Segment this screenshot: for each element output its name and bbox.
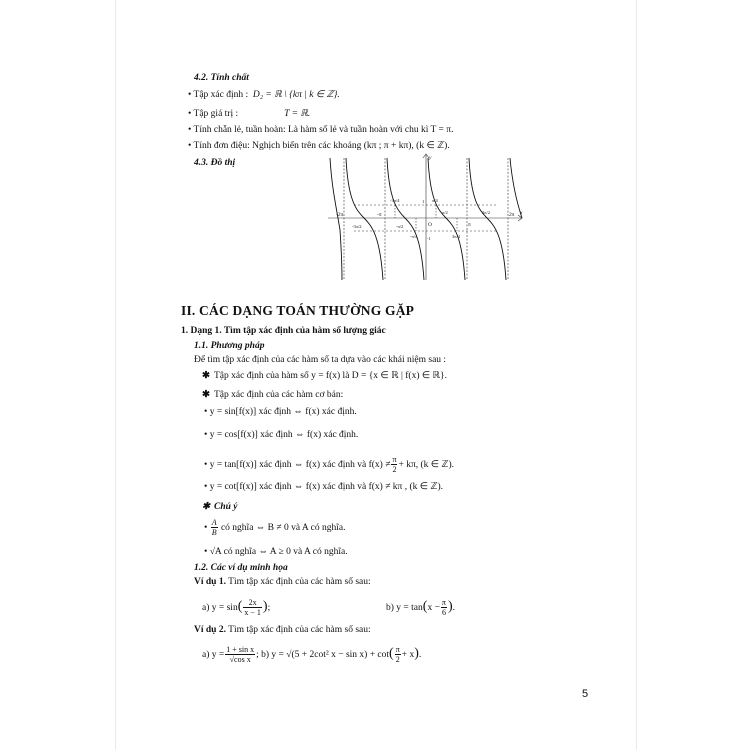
frac-num: π: [395, 645, 400, 655]
example-2-prompt: [194, 624, 371, 636]
bullet-cos: • y = cos[f(x)] xác định ⇔ f(x) xác định.: [204, 430, 359, 440]
subsection-heading-4-3: 4.3. Đồ thị: [194, 158, 236, 168]
frac-num: 2x: [243, 598, 262, 608]
monotonic-text: Tính đơn điệu: Nghịch biến trên các khoảng (kπ ; π + kπ), (k ∈ ℤ).: [193, 141, 450, 151]
domain-value: D₂ = ℝ \ {kπ | k ∈ ℤ}.: [252, 90, 340, 100]
section-heading: II. CÁC DẠNG TOÁN THƯỜNG GẶP: [181, 303, 415, 318]
frac-num: π: [392, 455, 397, 465]
x-axis-label: x: [520, 210, 523, 216]
ex2b-text: ; b) y = √(5 + 2cot² x − sin x) + cot: [256, 650, 390, 660]
frac-den: x − 1: [244, 608, 261, 618]
parity-text: Tính chẵn lẻ, tuần hoàn: Là hàm số lẻ và tuần hoàn với chu kì T = π.: [193, 125, 454, 135]
tick-2pi: 2π: [509, 212, 515, 218]
star-icon: ✱: [202, 390, 210, 400]
tick-one: 1: [422, 199, 425, 204]
example-1b: b) y = tan(x − $\frac{\pi}{6}$ ).: [386, 598, 456, 618]
domain-label: Tập xác định :: [193, 90, 249, 100]
cot-branch-1: [346, 158, 383, 280]
cot-branch-4: [469, 158, 506, 280]
star1-text: Tập xác định của hàm số y = f(x) là D = {x ∈ ℝ | f(x) ∈ ℝ}.: [214, 371, 447, 381]
note-item-2: • √A có nghĩa ⇔ A ≥ 0 và A có nghĩa.: [204, 547, 348, 557]
frac-num: π: [441, 598, 446, 608]
tick-pi2: π/2: [442, 210, 448, 215]
ex1b-post: .: [452, 603, 456, 613]
star-item-2: [202, 389, 343, 401]
note1-text: có nghĩa ⇔ B ≠ 0 và A có nghĩa.: [220, 523, 346, 533]
note2-text: √A có nghĩa ⇔ A ≥ 0 và A có nghĩa.: [209, 547, 348, 557]
tick-pi4: π/4: [432, 198, 438, 203]
bullet-monotonic: • Tính đơn điệu: Nghịch biến trên các khoảng (kπ ; π + kπ), (k ∈ ℤ).: [188, 141, 450, 151]
example-1-prompt: [194, 576, 371, 588]
bullet-domain: • Tập xác định : D₂ = ℝ \ {kπ | k ∈ ℤ}.: [188, 90, 340, 100]
ex1a-post: ;: [267, 603, 271, 613]
example-2: a) y = $\frac{\text{1 + sin x}}{\text{√cos x}}$ ; b) y = √(5 + 2cot² x − sin x) + cot( $\frac{\pi}{2}$ + x).: [202, 645, 422, 665]
tick-neg2pi: -2π: [336, 212, 344, 218]
cot-branch-3: [428, 158, 465, 280]
tick-negone: -1: [427, 236, 431, 241]
frac-den: 6: [441, 608, 446, 618]
fraction: [391, 455, 397, 474]
dang1-heading: 1. Dạng 1. Tìm tập xác định của hàm số lượng giác: [181, 326, 386, 336]
bullet-range: • Tập giá trị : T = ℝ.: [188, 109, 311, 119]
ex1a-pre: a) y = sin: [202, 603, 238, 613]
ex1b-pre: b) y = tan: [386, 603, 423, 613]
tick-negpi2: -π/2: [396, 224, 404, 229]
fraction: [243, 598, 262, 617]
example-1a: a) y = sin( $\frac{2x}{x - 1}$ );: [202, 598, 271, 618]
frac-den: B: [211, 528, 217, 538]
example-2-label: Ví dụ 2.: [194, 625, 226, 635]
note-label: Chú ý: [214, 502, 238, 512]
frac-num: 1 + sin x: [226, 645, 255, 655]
ex2-end: .: [418, 650, 422, 660]
cot-graph: [326, 150, 526, 285]
star-icon: ✱: [202, 502, 210, 512]
page-number: 5: [582, 688, 589, 700]
examples-heading: 1.2. Các ví dụ minh họa: [194, 563, 288, 573]
method-heading: 1.1. Phương pháp: [194, 341, 265, 351]
fraction: [441, 598, 447, 617]
cot-rule: y = cot[f(x)] xác định ⇔ f(x) xác định và f(x) ≠ kπ , (k ∈ ℤ).: [209, 482, 444, 492]
tick-negpi: -π: [377, 212, 382, 218]
tan-rule-a: y = tan[f(x)] xác định ⇔ f(x) xác định và f(x) ≠: [209, 460, 391, 470]
frac-den: √cos x: [229, 655, 251, 665]
example-2-text: Tìm tập xác định của các hàm số sau:: [228, 625, 371, 635]
frac-num: A: [211, 518, 217, 528]
star-icon: ✱: [202, 371, 210, 381]
star2-text: Tập xác định của các hàm cơ bản:: [214, 390, 344, 400]
ex1b-mid: x −: [427, 603, 440, 613]
bullet-cot: • y = cot[f(x)] xác định ⇔ f(x) xác định và f(x) ≠ kπ , (k ∈ ℤ).: [204, 482, 444, 492]
cot-branch-5: [510, 158, 522, 218]
frac-den: 2: [395, 655, 400, 665]
origin-label: O: [428, 222, 432, 228]
subsection-heading-4-2: 4.2. Tính chất: [194, 73, 249, 83]
example-1-label: Ví dụ 1.: [194, 577, 226, 587]
bullet-sin: • y = sin[f(x)] xác định ⇔ f(x) xác định.: [204, 407, 357, 417]
note-item-1: • $\frac{A}{B}$ có nghĩa ⇔ B ≠ 0 và A có nghĩa.: [204, 518, 346, 538]
tick-neg3pi2: -3π/2: [352, 224, 362, 229]
tick-pi: π: [468, 222, 471, 228]
ex2b-post: + x: [401, 650, 415, 660]
tick-3pi4: 3π/4: [452, 234, 461, 239]
bullet-tan: • y = tan[f(x)] xác định ⇔ f(x) xác định và f(x) ≠ $\frac{\pi}{2}$ + kπ, (k ∈ ℤ).: [204, 455, 455, 475]
cot-branch-0: [330, 158, 342, 280]
ex2a-pre: a) y =: [202, 650, 225, 660]
y-axis-label: y: [429, 155, 432, 161]
tick-negpi4: -π/4: [410, 234, 418, 239]
cos-rule: y = cos[f(x)] xác định ⇔ f(x) xác định.: [209, 430, 359, 440]
range-label: Tập giá trị :: [193, 109, 239, 119]
sin-rule: y = sin[f(x)] xác định ⇔ f(x) xác định.: [209, 407, 357, 417]
note-heading: [202, 501, 238, 513]
cot-branch-2: [387, 158, 424, 280]
tick-neg3pi4: -3π/4: [390, 198, 400, 203]
document-page: [115, 0, 637, 750]
range-value: T = ℝ.: [284, 109, 311, 119]
fraction: [225, 645, 255, 664]
fraction: [395, 645, 401, 664]
example-1-text: Tìm tập xác định của các hàm số sau:: [228, 577, 371, 587]
star-item-1: [202, 370, 447, 382]
frac-den: 2: [392, 465, 397, 475]
method-intro: Để tìm tập xác định của các hàm số ta dựa vào các khái niệm sau :: [194, 355, 447, 365]
tan-rule-b: + kπ, (k ∈ ℤ).: [398, 460, 455, 470]
fraction: [211, 518, 218, 537]
tick-3pi2: 3π/2: [482, 210, 491, 215]
bullet-parity: • Tính chẵn lẻ, tuần hoàn: Là hàm số lẻ và tuần hoàn với chu kì T = π.: [188, 125, 454, 135]
